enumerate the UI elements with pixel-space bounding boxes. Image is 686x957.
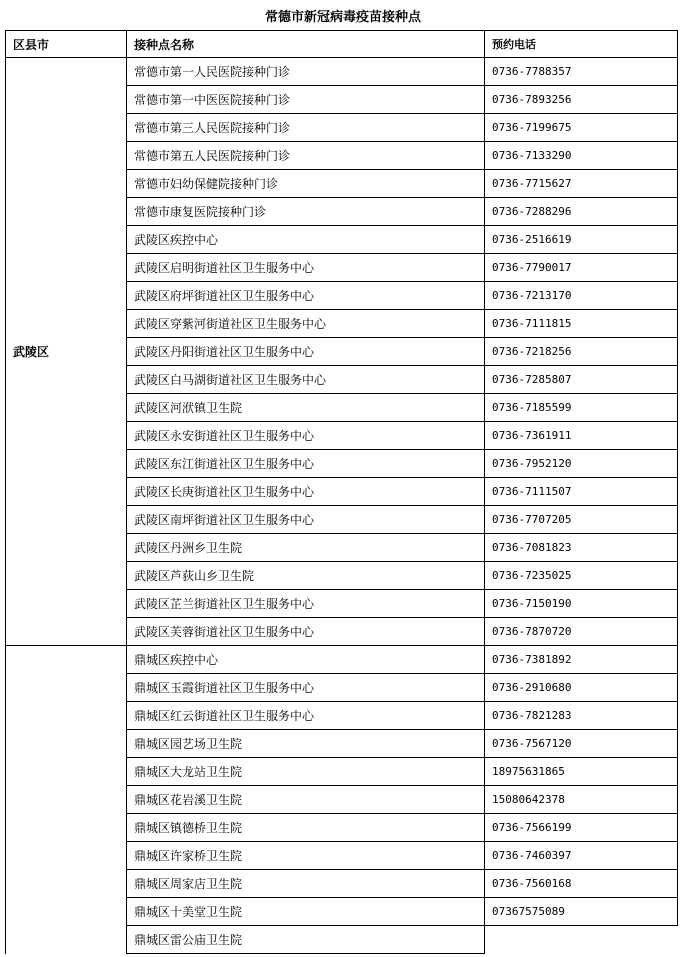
site-name-cell: 常德市妇幼保健院接种门诊 xyxy=(127,170,485,198)
phone-cell: 0736-7952120 xyxy=(485,450,678,478)
site-name-cell: 鼎城区园艺场卫生院 xyxy=(127,730,485,758)
phone-cell: 0736-7381892 xyxy=(485,646,678,674)
page-title: 常德市新冠病毒疫苗接种点 xyxy=(264,10,421,25)
site-name-cell: 鼎城区许家桥卫生院 xyxy=(127,842,485,870)
site-name-cell: 武陵区东江街道社区卫生服务中心 xyxy=(127,450,485,478)
site-name-cell: 武陵区永安街道社区卫生服务中心 xyxy=(127,422,485,450)
phone-cell: 15080642378 xyxy=(485,786,678,814)
site-name-cell: 常德市第三人民医院接种门诊 xyxy=(127,114,485,142)
phone-cell: 0736-7111815 xyxy=(485,310,678,338)
phone-cell: 0736-7870720 xyxy=(485,618,678,646)
table-row xyxy=(6,646,678,674)
phone-cell: 0736-7707205 xyxy=(485,506,678,534)
phone-cell: 0736-7560168 xyxy=(485,870,678,898)
phone-cell: 0736-7790017 xyxy=(485,254,678,282)
phone-cell: 0736-2516619 xyxy=(485,226,678,254)
phone-cell xyxy=(485,926,678,954)
site-name-cell: 武陵区河洑镇卫生院 xyxy=(127,394,485,422)
header-phone: 预约电话 xyxy=(485,31,678,58)
district-cell xyxy=(6,646,127,954)
phone-cell: 0736-2910680 xyxy=(485,674,678,702)
phone-cell: 0736-7081823 xyxy=(485,534,678,562)
site-name-cell: 鼎城区周家店卫生院 xyxy=(127,870,485,898)
site-name-cell: 武陵区启明街道社区卫生服务中心 xyxy=(127,254,485,282)
site-name-cell: 常德市第一中医医院接种门诊 xyxy=(127,86,485,114)
site-name-cell: 鼎城区镇德桥卫生院 xyxy=(127,814,485,842)
site-name-cell: 常德市第五人民医院接种门诊 xyxy=(127,142,485,170)
site-name-cell: 武陵区疾控中心 xyxy=(127,226,485,254)
header-district: 区县市 xyxy=(6,31,127,58)
phone-cell: 07367575089 xyxy=(485,898,678,926)
site-name-cell: 鼎城区雷公庙卫生院 xyxy=(127,926,485,954)
phone-cell: 18975631865 xyxy=(485,758,678,786)
phone-cell: 0736-7460397 xyxy=(485,842,678,870)
phone-cell: 0736-7566199 xyxy=(485,814,678,842)
site-name-cell: 武陵区芷兰街道社区卫生服务中心 xyxy=(127,590,485,618)
site-name-cell: 鼎城区大龙站卫生院 xyxy=(127,758,485,786)
phone-cell: 0736-7715627 xyxy=(485,170,678,198)
site-name-cell: 武陵区芦荻山乡卫生院 xyxy=(127,562,485,590)
site-name-cell: 鼎城区十美堂卫生院 xyxy=(127,898,485,926)
site-name-cell: 常德市康复医院接种门诊 xyxy=(127,198,485,226)
site-name-cell: 鼎城区玉霞街道社区卫生服务中心 xyxy=(127,674,485,702)
site-name-cell: 鼎城区红云街道社区卫生服务中心 xyxy=(127,702,485,730)
site-name-cell: 武陵区丹阳街道社区卫生服务中心 xyxy=(127,338,485,366)
phone-cell: 0736-7361911 xyxy=(485,422,678,450)
table-row xyxy=(6,58,678,86)
table-body xyxy=(6,31,678,954)
phone-cell: 0736-7133290 xyxy=(485,142,678,170)
phone-cell: 0736-7213170 xyxy=(485,282,678,310)
site-name-cell: 武陵区长庚街道社区卫生服务中心 xyxy=(127,478,485,506)
phone-cell: 0736-7567120 xyxy=(485,730,678,758)
phone-cell: 0736-7288296 xyxy=(485,198,678,226)
phone-cell: 0736-7218256 xyxy=(485,338,678,366)
phone-cell: 0736-7150190 xyxy=(485,590,678,618)
site-name-cell: 武陵区府坪街道社区卫生服务中心 xyxy=(127,282,485,310)
phone-cell: 0736-7788357 xyxy=(485,58,678,86)
phone-cell: 0736-7111507 xyxy=(485,478,678,506)
phone-cell: 0736-7893256 xyxy=(485,86,678,114)
site-name-cell: 武陵区穿紫河街道社区卫生服务中心 xyxy=(127,310,485,338)
site-name-cell: 武陵区南坪街道社区卫生服务中心 xyxy=(127,506,485,534)
phone-cell: 0736-7285807 xyxy=(485,366,678,394)
phone-cell: 0736-7185599 xyxy=(485,394,678,422)
phone-cell: 0736-7821283 xyxy=(485,702,678,730)
site-name-cell: 鼎城区花岩溪卫生院 xyxy=(127,786,485,814)
site-name-cell: 常德市第一人民医院接种门诊 xyxy=(127,58,485,86)
site-name-cell: 武陵区丹洲乡卫生院 xyxy=(127,534,485,562)
site-name-cell: 武陵区芙蓉街道社区卫生服务中心 xyxy=(127,618,485,646)
table-header-row xyxy=(6,31,678,58)
site-name-cell: 武陵区白马湖街道社区卫生服务中心 xyxy=(127,366,485,394)
phone-cell: 0736-7199675 xyxy=(485,114,678,142)
vaccination-sites-table xyxy=(5,30,678,954)
header-site-name: 接种点名称 xyxy=(127,31,485,58)
site-name-cell: 鼎城区疾控中心 xyxy=(127,646,485,674)
phone-cell: 0736-7235025 xyxy=(485,562,678,590)
district-cell: 武陵区 xyxy=(6,58,127,646)
